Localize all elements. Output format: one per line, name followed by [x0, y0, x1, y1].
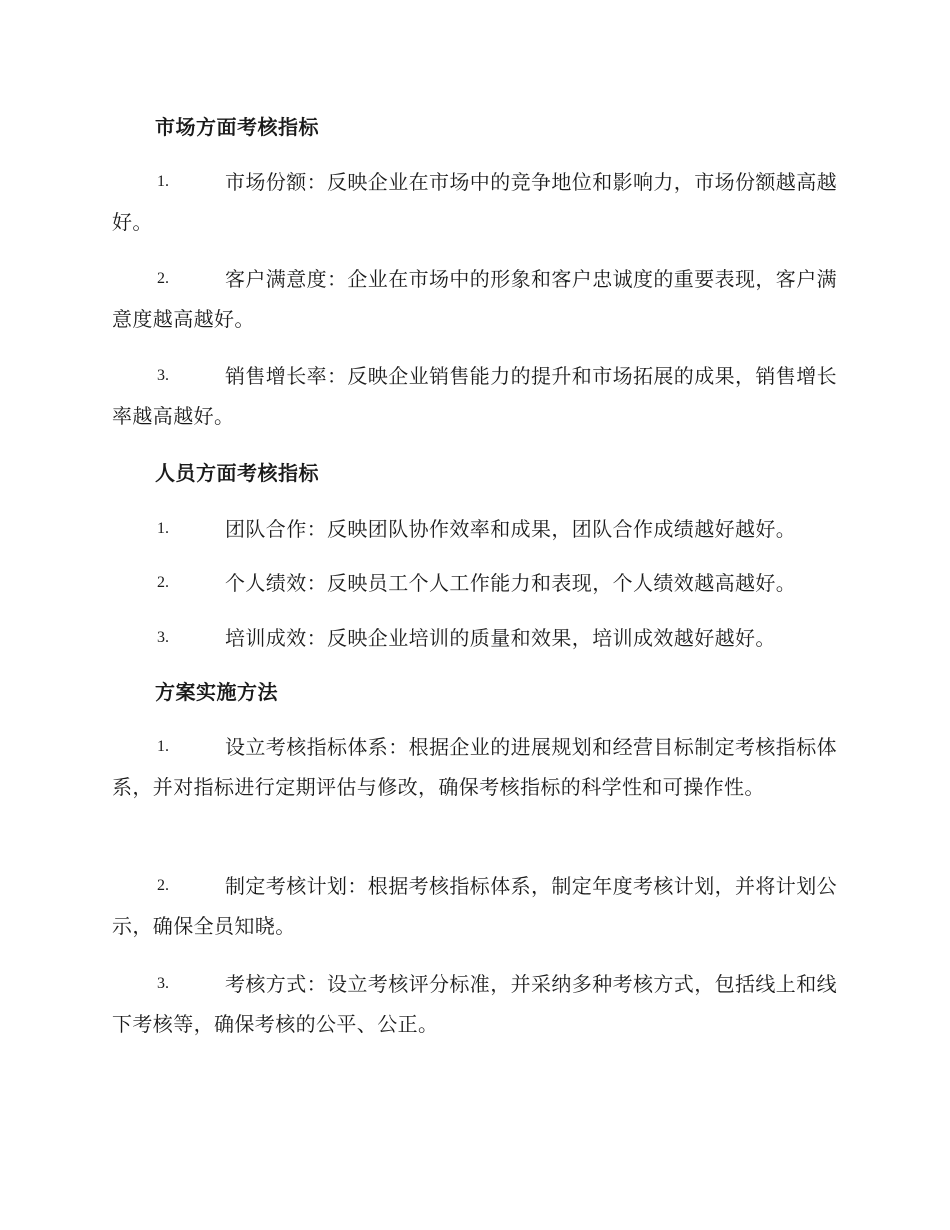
- section-heading-market: 市场方面考核指标: [155, 115, 319, 139]
- list-number: 1.: [157, 173, 169, 190]
- list-number: 2.: [157, 877, 169, 894]
- list-item: 销售增长率：反映企业销售能力的提升和市场拓展的成果，销售增长率越高越好。: [112, 364, 837, 428]
- list-number: 1.: [157, 738, 169, 755]
- list-item: 制定考核计划：根据考核指标体系，制定年度考核计划，并将计划公示，确保全员知晓。: [112, 874, 837, 938]
- list-item: 客户满意度：企业在市场中的形象和客户忠诚度的重要表现，客户满意度越高越好。: [112, 267, 837, 331]
- list-item: 市场份额：反映企业在市场中的竞争地位和影响力，市场份额越高越好。: [112, 170, 837, 234]
- list-item: 团队合作：反映团队协作效率和成果，团队合作成绩越好越好。: [225, 517, 797, 541]
- list-item: 培训成效：反映企业培训的质量和效果，培训成效越好越好。: [225, 626, 776, 650]
- list-number: 1.: [157, 520, 169, 537]
- list-number: 3.: [157, 975, 169, 992]
- section-heading-personnel: 人员方面考核指标: [155, 461, 319, 485]
- list-number: 3.: [157, 629, 169, 646]
- list-number: 2.: [157, 270, 169, 287]
- list-item: 考核方式：设立考核评分标准，并采纳多种考核方式，包括线上和线下考核等，确保考核的公平、公正。: [112, 972, 837, 1036]
- list-number: 3.: [157, 367, 169, 384]
- list-number: 2.: [157, 574, 169, 591]
- section-heading-implementation: 方案实施方法: [155, 680, 278, 704]
- list-item: 设立考核指标体系：根据企业的进展规划和经营目标制定考核指标体系，并对指标进行定期评估与修改，确保考核指标的科学性和可操作性。: [112, 735, 837, 799]
- list-item: 个人绩效：反映员工个人工作能力和表现，个人绩效越高越好。: [225, 571, 797, 595]
